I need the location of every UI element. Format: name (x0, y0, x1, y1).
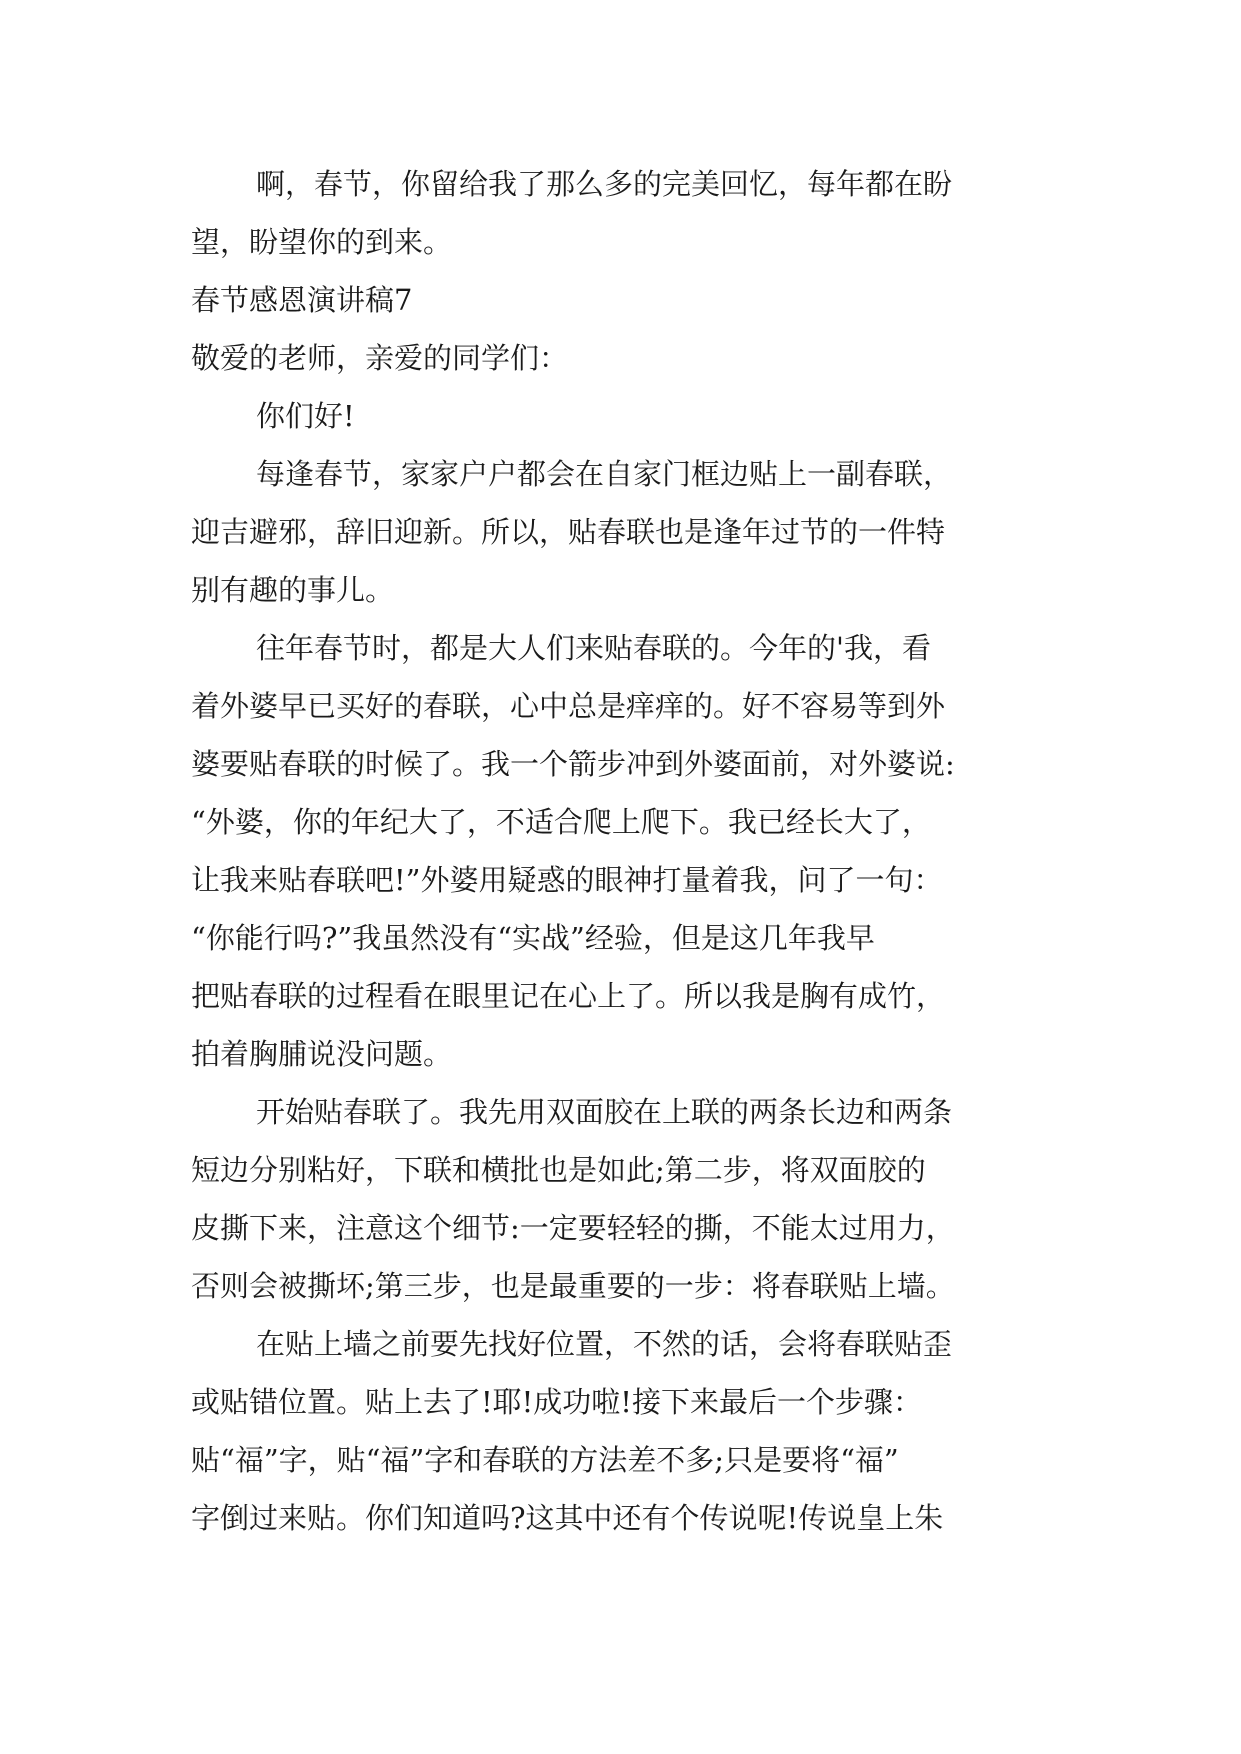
paragraph-line: 贴“福”字，贴“福”字和春联的方法差不多;只是要将“福” (191, 1443, 899, 1477)
paragraph-line: 每逢春节，家家户户都会在自家门框边贴上一副春联， (256, 457, 953, 491)
paragraph-line: 迎吉避邪，辞旧迎新。所以，贴春联也是逢年过节的一件特 (191, 515, 946, 549)
greeting: 你们好! (256, 399, 355, 433)
paragraph-line: 婆要贴春联的时候了。我一个箭步冲到外婆面前，对外婆说: (191, 747, 955, 781)
paragraph-line: “你能行吗?”我虽然没有“实战”经验，但是这几年我早 (191, 921, 875, 955)
paragraph-line: 开始贴春联了。我先用双面胶在上联的两条长边和两条 (256, 1095, 953, 1129)
paragraph-line: 或贴错位置。贴上去了!耶!成功啦!接下来最后一个步骤： (191, 1385, 922, 1419)
paragraph-line: 否则会被撕坏;第三步，也是最重要的一步：将春联贴上墙。 (191, 1269, 955, 1303)
paragraph-line: 在贴上墙之前要先找好位置，不然的话，会将春联贴歪 (256, 1327, 953, 1361)
paragraph-line: 把贴春联的过程看在眼里记在心上了。所以我是胸有成竹， (191, 979, 946, 1013)
paragraph-line: 望，盼望你的到来。 (191, 225, 453, 259)
salutation: 敬爱的老师，亲爱的同学们： (191, 341, 569, 375)
paragraph-line: “外婆，你的年纪大了，不适合爬上爬下。我已经长大了， (191, 805, 931, 839)
paragraph-line: 短边分别粘好，下联和横批也是如此;第二步，将双面胶的 (191, 1153, 926, 1187)
section-title: 春节感恩演讲稿7 (191, 283, 413, 317)
paragraph-line: 啊，春节，你留给我了那么多的完美回忆，每年都在盼 (256, 167, 953, 201)
paragraph-line: 字倒过来贴。你们知道吗?这其中还有个传说呢!传说皇上朱 (191, 1501, 944, 1535)
paragraph-line: 让我来贴春联吧!”外婆用疑惑的眼神打量着我，问了一句： (191, 863, 943, 897)
paragraph-line: 皮撕下来，注意这个细节:一定要轻轻的撕，不能太过用力， (191, 1211, 955, 1245)
paragraph-line: 别有趣的事儿。 (191, 573, 395, 607)
paragraph-line: 着外婆早已买好的春联，心中总是痒痒的。好不容易等到外 (191, 689, 946, 723)
paragraph-line: 拍着胸脯说没问题。 (191, 1037, 453, 1071)
paragraph-line: 往年春节时，都是大人们来贴春联的。今年的'我，看 (256, 631, 931, 665)
